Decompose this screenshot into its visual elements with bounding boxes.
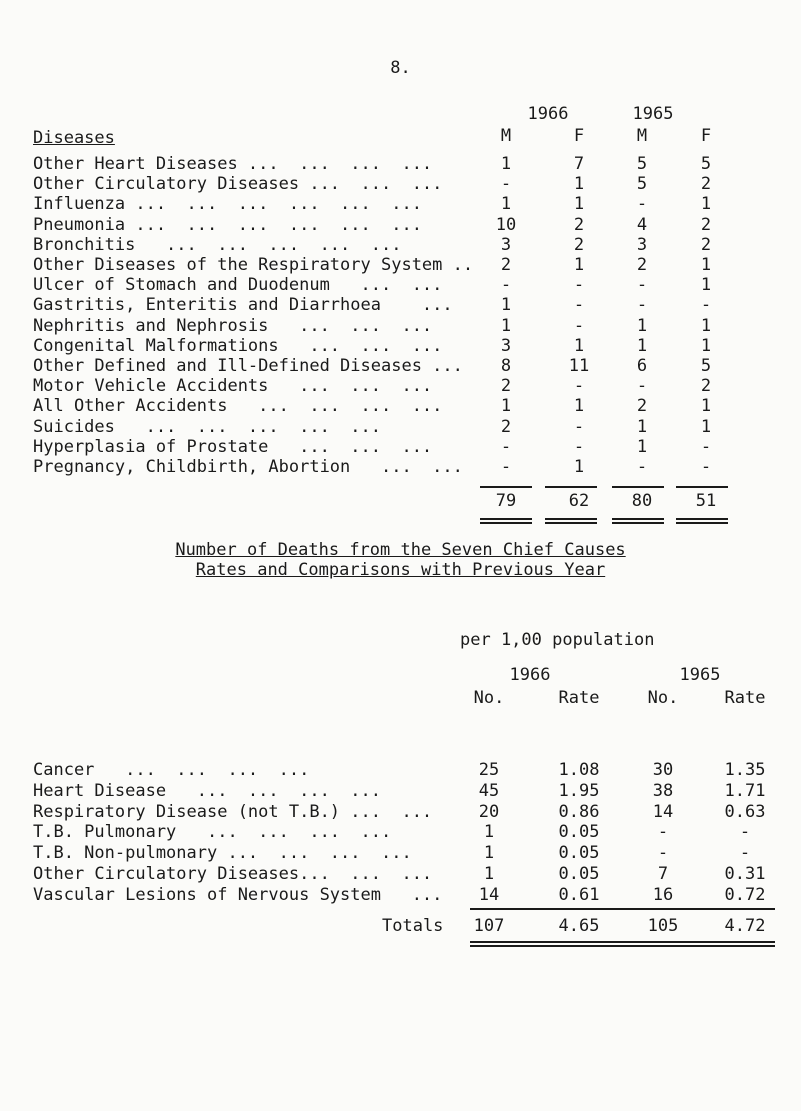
disease-label: Other Circulatory Diseases ... ... ...: [33, 174, 443, 195]
death-count-cell: 1: [636, 335, 648, 356]
table-row: [33, 822, 773, 844]
death-count-cell: -: [573, 295, 585, 316]
death-number-cell: 14: [652, 801, 674, 822]
total-rule: [480, 486, 532, 488]
death-count-cell: 1: [700, 194, 712, 215]
death-number-cell: 16: [652, 884, 674, 905]
death-count-cell: 3: [500, 335, 512, 356]
death-count-cell: 2: [700, 376, 712, 397]
table-row: [33, 843, 773, 865]
death-count-cell: 2: [636, 396, 648, 417]
death-count-cell: 1: [500, 315, 512, 336]
death-count-cell: -: [636, 457, 648, 477]
death-rate-cell: 0.05: [558, 843, 600, 864]
death-count-cell: -: [500, 174, 512, 195]
death-count-cell: 7: [573, 154, 585, 174]
death-rate-cell: 1.71: [724, 780, 766, 801]
death-count-cell: -: [573, 436, 585, 457]
table-row: [33, 437, 733, 457]
death-rate-cell: 0.72: [724, 884, 766, 905]
death-count-cell: 1: [573, 457, 585, 477]
total-rate-1965: 4.72: [724, 916, 766, 936]
year-1965-header-2: 1965: [679, 665, 721, 685]
disease-label: All Other Accidents ... ... ... ...: [33, 396, 443, 417]
disease-label: Congenital Malformations ... ... ...: [33, 335, 443, 356]
death-number-cell: 45: [478, 780, 500, 801]
death-rate-cell: 0.31: [724, 864, 766, 884]
death-rate-cell: 0.86: [558, 801, 600, 822]
death-number-cell: -: [657, 843, 669, 864]
sex-header-f-1965: F: [700, 126, 712, 146]
table-row: [33, 295, 733, 315]
col-rate-1966: Rate: [558, 688, 600, 708]
death-number-cell: 38: [652, 780, 674, 801]
table-row: [33, 275, 733, 295]
death-count-cell: 1: [500, 396, 512, 417]
totals-double-rule: [470, 941, 775, 947]
death-number-cell: -: [657, 822, 669, 843]
death-count-cell: 6: [636, 356, 648, 376]
death-rate-cell: 0.63: [724, 801, 766, 822]
death-count-cell: -: [636, 275, 648, 296]
disease-label: Other Defined and Ill-Defined Diseases ...: [33, 356, 463, 376]
death-count-cell: -: [700, 457, 712, 477]
cause-label: Cancer ... ... ... ...: [33, 760, 310, 780]
death-count-cell: 1: [573, 255, 585, 275]
cause-label: Respiratory Disease (not T.B.) ... ...: [33, 801, 433, 822]
death-number-cell: 14: [478, 884, 500, 905]
death-number-cell: 1: [483, 843, 495, 864]
year-1965-header: 1965: [632, 104, 674, 124]
double-rule: [480, 518, 532, 524]
year-1966-header-2: 1966: [509, 665, 551, 685]
col-no-1966: No.: [473, 688, 505, 708]
death-count-cell: 1: [500, 194, 512, 215]
death-rate-cell: 1.08: [558, 760, 600, 780]
double-rule: [545, 518, 597, 524]
cause-label: Heart Disease ... ... ... ...: [33, 780, 381, 801]
death-count-cell: 3: [636, 234, 648, 255]
death-rate-cell: -: [739, 822, 751, 843]
death-count-cell: 2: [500, 376, 512, 397]
total-f-1966: 62: [568, 491, 590, 511]
disease-label: Bronchitis ... ... ... ... ...: [33, 234, 402, 255]
rates-subheading: Rates and Comparisons with Previous Year: [195, 560, 606, 580]
death-count-cell: -: [700, 436, 712, 457]
table-row: [33, 457, 733, 477]
death-count-cell: 5: [700, 356, 712, 376]
death-count-cell: 1: [573, 396, 585, 417]
disease-label: Other Diseases of the Respiratory System ..: [33, 255, 474, 275]
death-count-cell: -: [500, 275, 512, 296]
totals-rule: [470, 908, 775, 910]
table-row: [33, 417, 733, 437]
table-row: [33, 255, 733, 275]
table-row: [33, 802, 773, 824]
total-rule: [612, 486, 664, 488]
death-count-cell: 2: [700, 214, 712, 235]
double-rule: [612, 518, 664, 524]
death-rate-cell: 0.61: [558, 884, 600, 905]
table-row: [33, 781, 773, 803]
death-count-cell: 1: [573, 335, 585, 356]
death-count-cell: -: [573, 416, 585, 437]
death-count-cell: -: [500, 457, 512, 477]
total-no-1965: 105: [647, 916, 679, 936]
col-rate-1965: Rate: [724, 688, 766, 708]
disease-label: Pneumonia ... ... ... ... ... ...: [33, 214, 422, 235]
death-count-cell: 2: [700, 234, 712, 255]
page-number: 8.: [390, 58, 411, 78]
disease-label: Other Heart Diseases ... ... ... ...: [33, 154, 433, 174]
total-rate-1966: 4.65: [558, 916, 600, 936]
table-row: [33, 396, 733, 416]
death-count-cell: 1: [700, 396, 712, 417]
death-count-cell: -: [573, 275, 585, 296]
death-count-cell: 5: [636, 174, 648, 195]
total-rule: [545, 486, 597, 488]
cause-label: T.B. Non-pulmonary ... ... ... ...: [33, 843, 412, 864]
disease-label: Hyperplasia of Prostate ... ... ...: [33, 436, 433, 457]
table-row: [33, 376, 733, 396]
table-row: [33, 356, 733, 376]
death-count-cell: -: [573, 315, 585, 336]
double-rule: [676, 518, 728, 524]
death-number-cell: 30: [652, 760, 674, 780]
death-rate-cell: -: [739, 843, 751, 864]
total-rule: [676, 486, 728, 488]
disease-label: Nephritis and Nephrosis ... ... ...: [33, 315, 433, 336]
col-no-1965: No.: [647, 688, 679, 708]
table-row: [33, 235, 733, 255]
table-row: [33, 316, 733, 336]
death-count-cell: 2: [636, 255, 648, 275]
total-m-1965: 80: [631, 491, 653, 511]
death-count-cell: -: [500, 436, 512, 457]
table-row: [33, 154, 733, 174]
disease-label: Influenza ... ... ... ... ... ...: [33, 194, 422, 215]
death-count-cell: -: [636, 376, 648, 397]
death-count-cell: -: [573, 376, 585, 397]
death-count-cell: 2: [573, 214, 585, 235]
death-count-cell: 2: [573, 234, 585, 255]
sex-header-m-1965: M: [636, 126, 648, 146]
table-row: [33, 336, 733, 356]
death-count-cell: 1: [700, 275, 712, 296]
disease-label: Gastritis, Enteritis and Diarrhoea ...: [33, 295, 453, 316]
total-no-1966: 107: [473, 916, 505, 936]
death-count-cell: 1: [636, 315, 648, 336]
death-count-cell: 1: [700, 416, 712, 437]
death-count-cell: 4: [636, 214, 648, 235]
chief-causes-heading: Number of Deaths from the Seven Chief Causes: [175, 540, 626, 560]
death-count-cell: 1: [636, 416, 648, 437]
death-rate-cell: 0.05: [558, 822, 600, 843]
sex-header-m-1966: M: [500, 126, 512, 146]
death-rate-cell: 1.35: [724, 760, 766, 780]
death-count-cell: -: [700, 295, 712, 316]
death-number-cell: 7: [657, 864, 669, 884]
death-count-cell: 1: [573, 174, 585, 195]
sex-header-f-1966: F: [573, 126, 585, 146]
death-number-cell: 1: [483, 864, 495, 884]
death-count-cell: 10: [495, 214, 517, 235]
table-row: [33, 864, 773, 886]
year-1966-header: 1966: [527, 104, 569, 124]
per-population-header: per 1,00 population: [460, 630, 655, 650]
death-count-cell: 11: [568, 356, 590, 376]
death-count-cell: 1: [500, 154, 512, 174]
cause-label: Other Circulatory Diseases... ... ...: [33, 864, 433, 884]
death-count-cell: 1: [573, 194, 585, 215]
death-count-cell: 8: [500, 356, 512, 376]
disease-label: Motor Vehicle Accidents ... ... ...: [33, 376, 433, 397]
death-count-cell: 5: [700, 154, 712, 174]
death-count-cell: -: [636, 295, 648, 316]
table-row: [33, 760, 773, 782]
death-count-cell: -: [636, 194, 648, 215]
death-number-cell: 1: [483, 822, 495, 843]
death-count-cell: 3: [500, 234, 512, 255]
disease-label: Suicides ... ... ... ... ...: [33, 416, 381, 437]
death-rate-cell: 1.95: [558, 780, 600, 801]
death-count-cell: 1: [700, 255, 712, 275]
death-count-cell: 1: [636, 436, 648, 457]
disease-label: Ulcer of Stomach and Duodenum ... ...: [33, 275, 443, 296]
totals-label: Totals: [382, 916, 444, 936]
cause-label: Vascular Lesions of Nervous System ...: [33, 884, 443, 905]
death-count-cell: 1: [700, 315, 712, 336]
table-row: [33, 885, 773, 907]
cause-label: T.B. Pulmonary ... ... ... ...: [33, 822, 392, 843]
death-number-cell: 25: [478, 760, 500, 780]
table-row: [33, 174, 733, 194]
death-count-cell: 1: [700, 335, 712, 356]
death-rate-cell: 0.05: [558, 864, 600, 884]
death-count-cell: 2: [700, 174, 712, 195]
total-m-1966: 79: [495, 491, 517, 511]
total-f-1965: 51: [695, 491, 717, 511]
death-count-cell: 5: [636, 154, 648, 174]
death-count-cell: 1: [500, 295, 512, 316]
table-row: [33, 194, 733, 214]
death-count-cell: 2: [500, 255, 512, 275]
death-count-cell: 2: [500, 416, 512, 437]
death-number-cell: 20: [478, 801, 500, 822]
table-row: [33, 215, 733, 235]
disease-label: Pregnancy, Childbirth, Abortion ... ...: [33, 457, 463, 477]
diseases-title: Diseases: [33, 128, 115, 148]
